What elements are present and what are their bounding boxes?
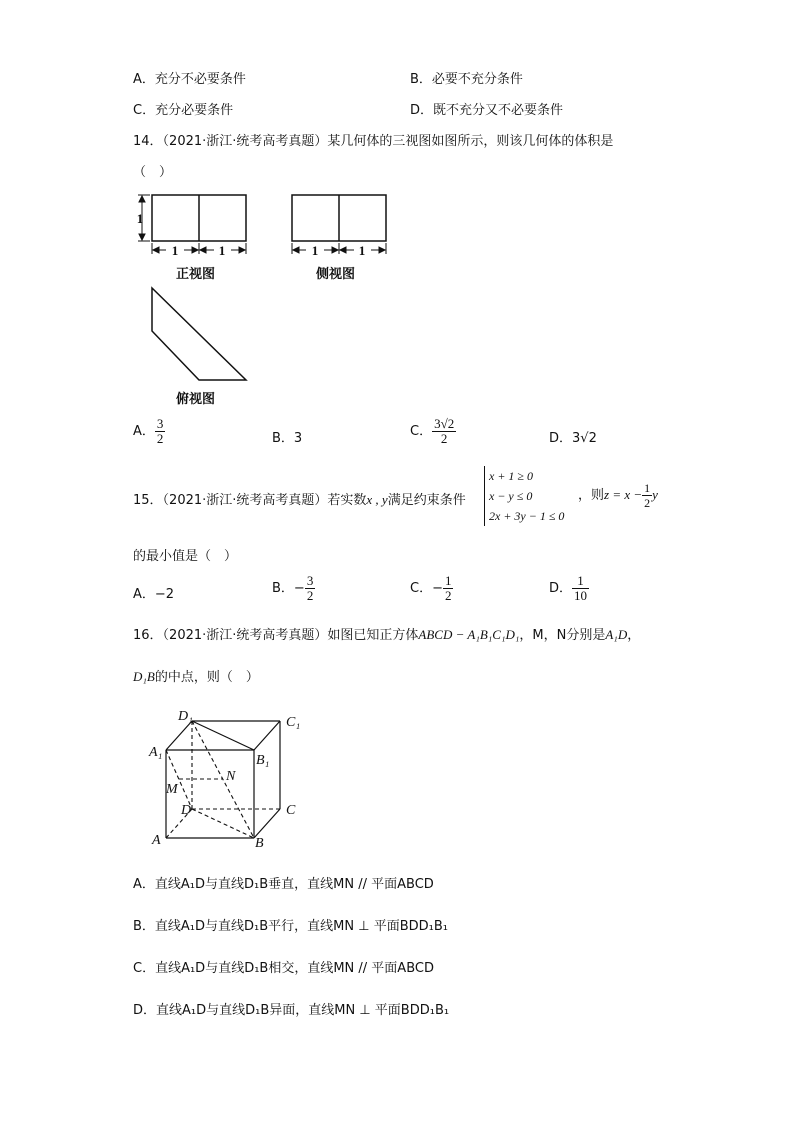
label-A: A	[152, 833, 161, 848]
front-view-label: 正视图	[176, 266, 216, 281]
top-view-label: 俯视图	[176, 391, 216, 406]
label-D1: D₁	[178, 709, 193, 724]
q15-option-b: B．− $\frac{3}{2}$	[272, 573, 314, 603]
cube-diagram	[148, 704, 308, 852]
side-view-label: 侧视图	[316, 266, 356, 281]
q13-option-c: C．充分必要条件	[133, 103, 234, 118]
q15-expression: ，则z = x − $\frac{1}{2}$ y	[578, 481, 658, 510]
q13-option-a: A．充分不必要条件	[133, 72, 246, 87]
q15-option-d: D． $\frac{1}{10}$	[549, 573, 588, 603]
q15-constraint-2: x − y ≤ 0	[489, 489, 533, 503]
label-B1: B₁	[256, 753, 270, 768]
q14-option-d: D．3√2	[549, 431, 597, 446]
label-D: D	[181, 803, 192, 818]
side-width-label-2: 1	[358, 243, 366, 258]
front-width-label-2: 1	[218, 243, 226, 258]
front-width-dimension	[152, 243, 246, 254]
label-A1: A₁	[149, 745, 163, 760]
q15-option-a: A．−2	[133, 587, 175, 602]
q15-option-c: C．− $\frac{1}{2}$	[410, 573, 452, 603]
q14-option-a: A． $\frac{3}{2}$	[133, 416, 164, 446]
side-width-label-1: 1	[311, 243, 319, 258]
q15-constraints	[484, 466, 564, 526]
q15-stem: 15．（2021·浙江·统考高考真题）若实数x , y满足约束条件	[133, 492, 466, 508]
q16-line2: D₁B的中点，则（ ）	[133, 669, 259, 685]
label-B: B	[255, 836, 264, 851]
q14-option-b: B．3	[272, 431, 303, 446]
q15-line2: 的最小值是（ ）	[133, 549, 238, 564]
q16-option-a: A．直线A₁D与直线D₁B垂直，直线MN // 平面ABCD	[133, 877, 434, 892]
label-C1: C₁	[286, 715, 301, 730]
q14-option-c: C． $\frac{3√2}{2}$	[410, 416, 455, 446]
top-view	[152, 288, 246, 380]
q16-option-c: C．直线A₁D与直线D₁B相交，直线MN // 平面ABCD	[133, 961, 434, 976]
q16-stem: 16．（2021·浙江·统考高考真题）如图已知正方体ABCD − A₁B₁C₁D₁，M，N分别是A₁D，	[133, 627, 641, 643]
side-width-dimension	[292, 243, 386, 254]
q15-constraint-3: 2x + 3y − 1 ≤ 0	[489, 509, 565, 523]
q16-option-d: D．直线A₁D与直线D₁B异面，直线MN ⊥ 平面BDD₁B₁	[133, 1003, 450, 1018]
three-view-diagram	[130, 188, 400, 418]
q14-blank: （ ）	[133, 165, 173, 180]
height-label: 1	[136, 211, 144, 226]
side-view	[292, 195, 386, 241]
q15-constraint-1: x + 1 ≥ 0	[489, 469, 534, 483]
label-N: N	[226, 769, 236, 784]
front-width-label-1: 1	[171, 243, 179, 258]
q13-option-d: D．既不充分又不必要条件	[410, 103, 564, 118]
q14-stem: 14．（2021·浙江·统考高考真题）某几何体的三视图如图所示，则该几何体的体积是	[133, 134, 614, 149]
label-M: M	[166, 782, 178, 797]
front-view	[152, 195, 246, 241]
label-C: C	[286, 803, 296, 818]
q13-option-b: B．必要不充分条件	[410, 72, 523, 87]
q16-option-b: B．直线A₁D与直线D₁B平行，直线MN ⊥ 平面BDD₁B₁	[133, 919, 448, 934]
